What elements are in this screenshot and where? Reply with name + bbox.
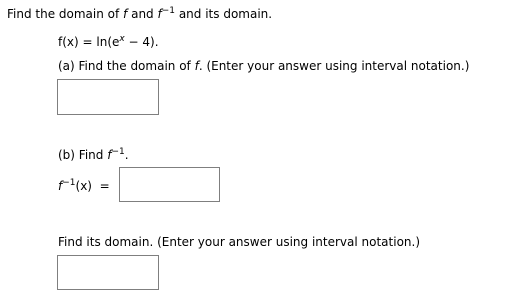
part-b-answer-input[interactable] (120, 168, 219, 201)
part-b-prompt (58, 147, 129, 165)
function-equation (58, 34, 159, 52)
inverse-exponent: −1 (161, 6, 176, 16)
equation-lhs: f(x) = ln(e (58, 35, 120, 49)
part-c-prompt-text: Find its domain. (Enter your answer using interval notation.) (58, 235, 421, 249)
part-a-prompt (58, 58, 469, 74)
part-c-answer-input[interactable] (58, 256, 158, 289)
part-b-suffix: . (124, 148, 129, 162)
part-a-suffix: . (Enter your answer using interval notation.) (198, 59, 470, 73)
part-c-prompt (58, 234, 420, 250)
part-a-var: f (194, 59, 199, 73)
equation-exponent: x (119, 34, 125, 44)
part-b-label (58, 178, 110, 196)
intro-suffix-text: and its domain. (175, 7, 273, 21)
part-b-label-exponent: −1 (62, 178, 76, 188)
function-f: f (123, 7, 128, 21)
part-a-answer-input[interactable] (58, 80, 158, 114)
part-b-label-suffix: (x) = (75, 179, 110, 193)
part-a-prefix: (a) Find the domain of (58, 59, 195, 73)
part-b-answer-box[interactable] (119, 167, 220, 202)
part-a-answer-box[interactable] (57, 79, 159, 115)
part-b-prefix: (b) Find (58, 148, 108, 162)
intro-prefix-text: Find the domain of (7, 7, 124, 21)
problem-statement (7, 6, 272, 24)
equation-rhs: − 4). (124, 35, 159, 49)
inverse-function-f: f (157, 7, 162, 21)
part-b-inverse-f: f (107, 148, 112, 162)
intro-and-text: and (127, 7, 158, 21)
part-b-inverse-exponent: −1 (111, 147, 125, 157)
part-b-label-f: f (58, 179, 63, 193)
part-c-answer-box[interactable] (57, 255, 159, 290)
